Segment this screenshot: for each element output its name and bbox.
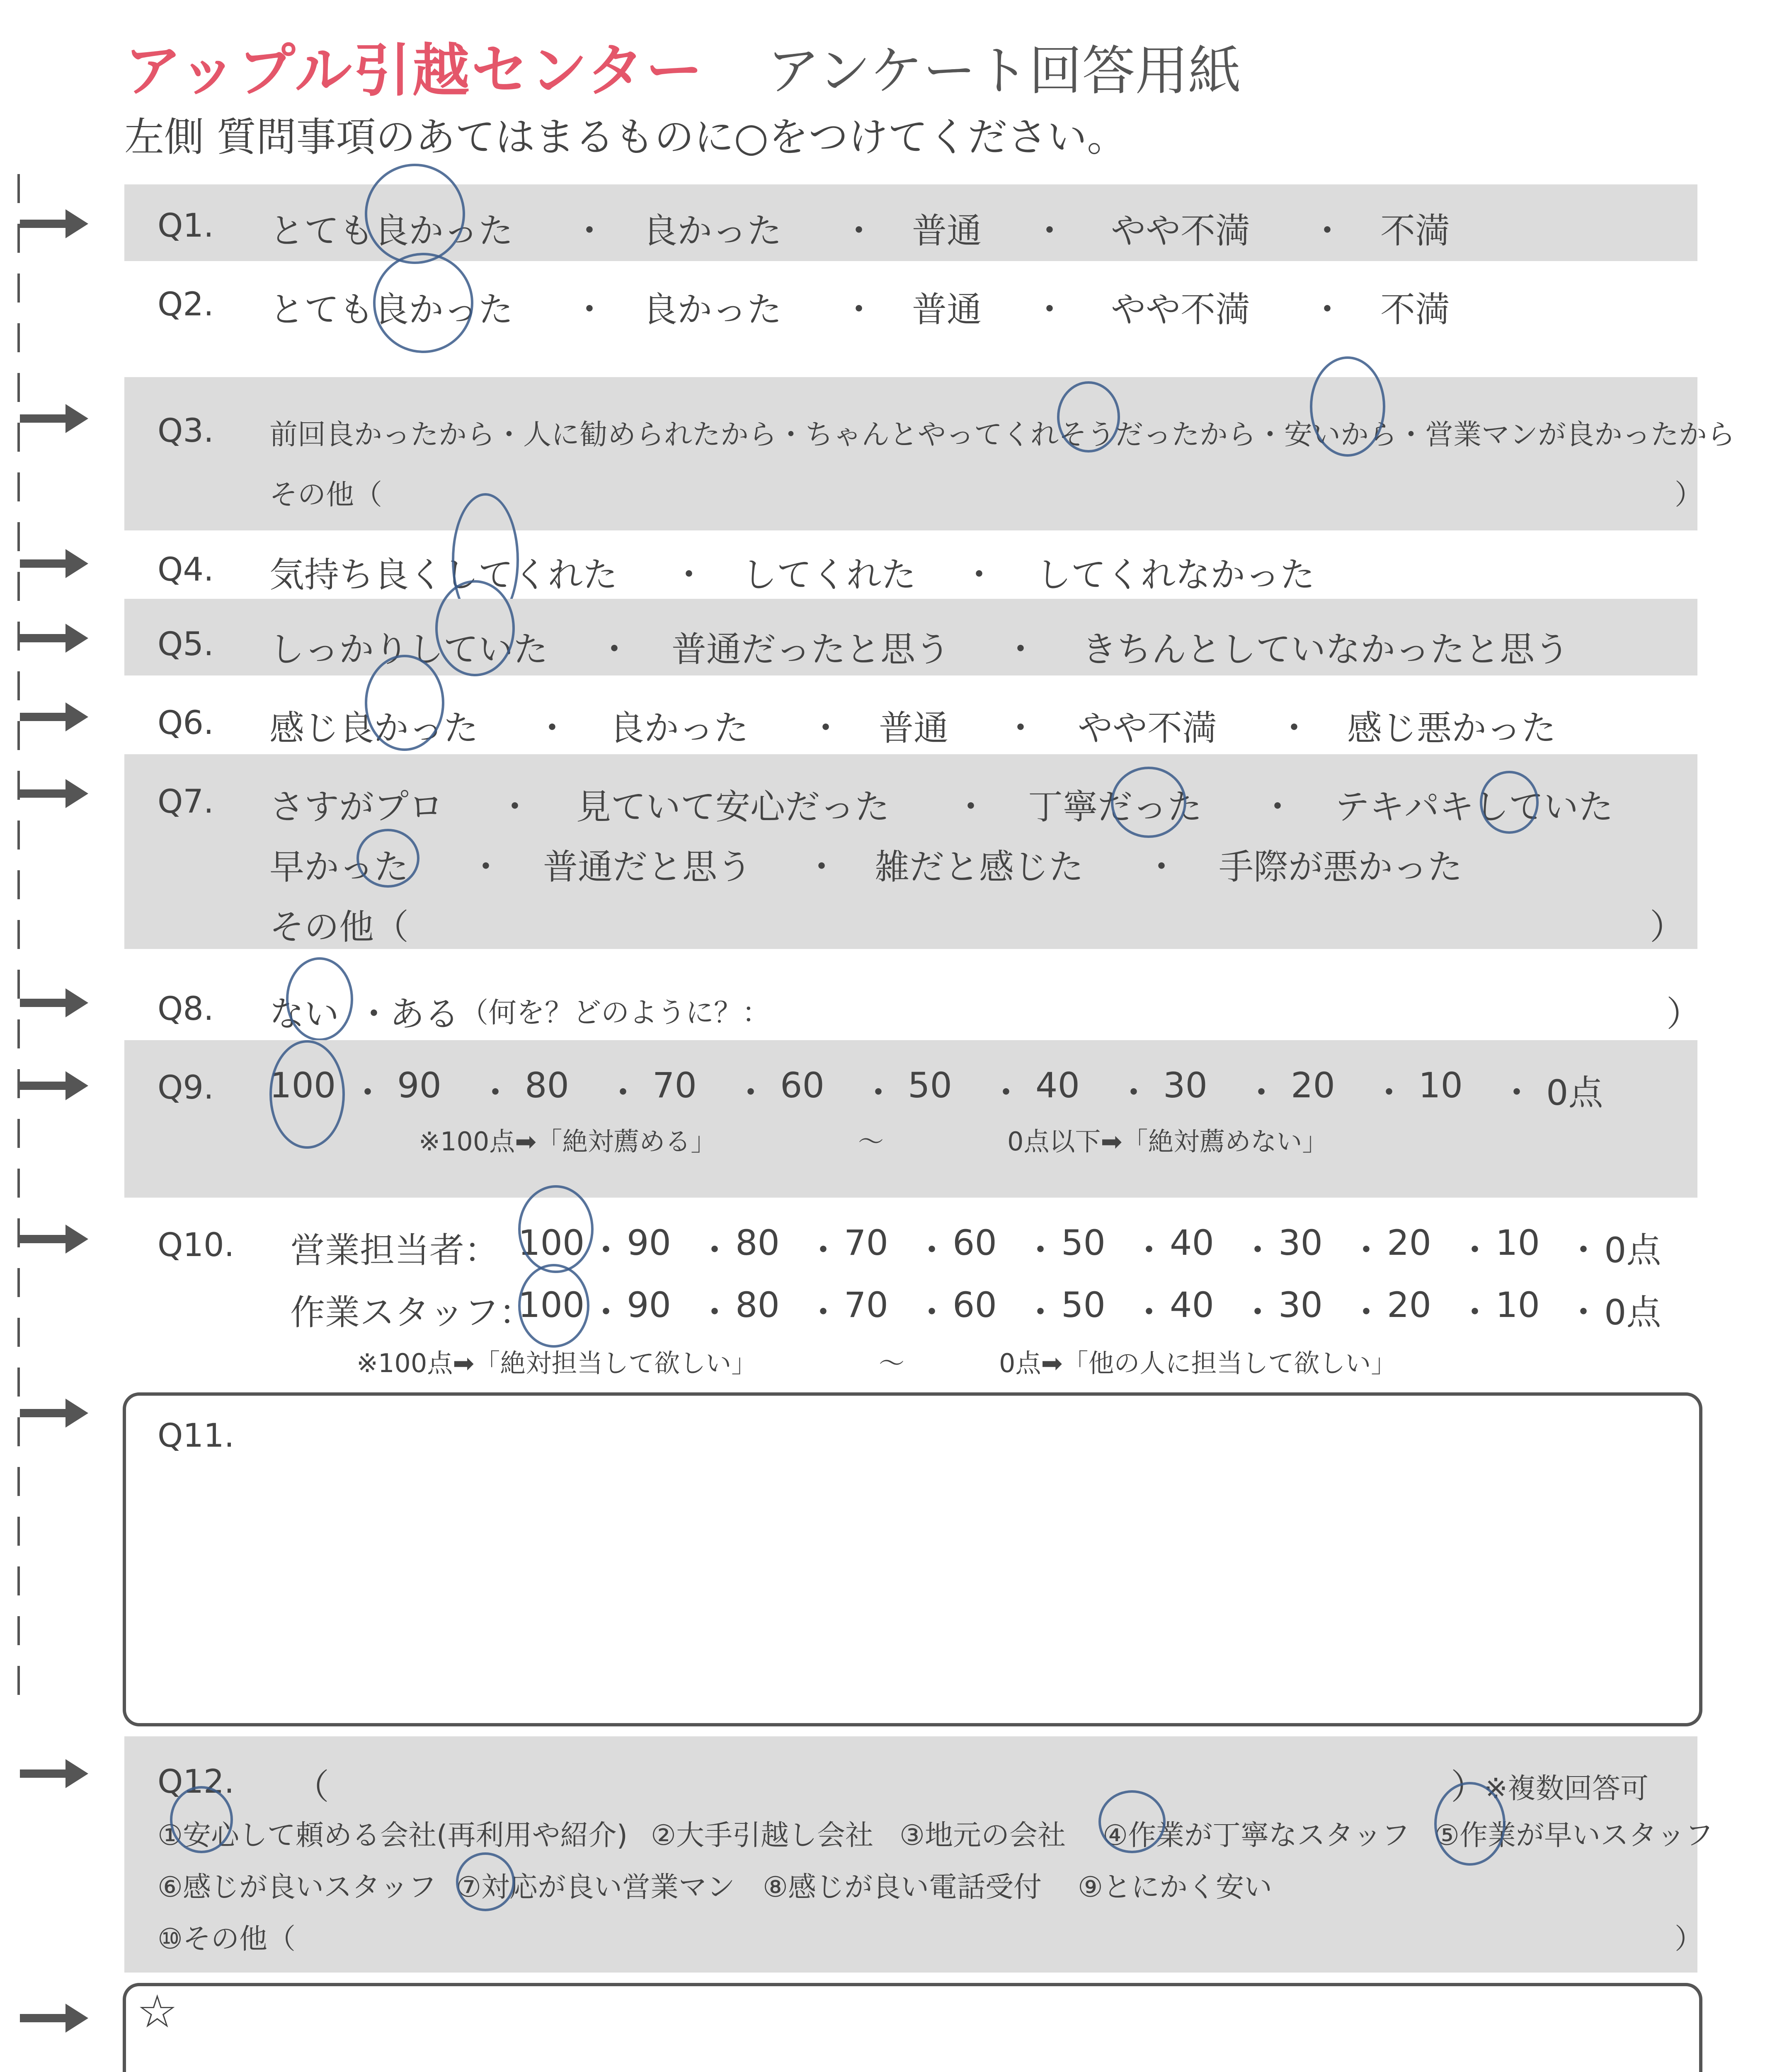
arrow-icon xyxy=(20,777,90,810)
q12-label: Q12. xyxy=(158,1763,235,1801)
arrow-icon xyxy=(20,1397,90,1430)
score-option[interactable]: 10 xyxy=(1418,1065,1463,1106)
score-option[interactable]: 70 xyxy=(844,1222,888,1263)
q8-option-aru[interactable]: ある xyxy=(390,994,460,1034)
score-option[interactable]: 40 xyxy=(1170,1222,1214,1263)
q4-option[interactable]: してくれた xyxy=(742,554,916,595)
q3-label: Q3. xyxy=(158,412,214,450)
answer-circle-mark xyxy=(170,1786,233,1853)
q10-label: Q10. xyxy=(158,1227,235,1264)
separator-dot: ・ xyxy=(589,1292,624,1333)
q7-other[interactable]: その他（ xyxy=(269,907,409,947)
score-option[interactable]: 100 xyxy=(518,1285,585,1325)
q1-option[interactable]: 良かった xyxy=(642,211,782,251)
q12-option[interactable]: ③地元の会社 xyxy=(899,1819,1066,1852)
q11-label: Q11. xyxy=(158,1417,235,1455)
score-option[interactable]: 70 xyxy=(844,1285,888,1325)
separator-dot: ・ xyxy=(1566,1292,1601,1333)
q12-option[interactable]: ④作業が丁寧なスタッフ xyxy=(1103,1819,1410,1852)
q12-multi-note: ※複数回答可 xyxy=(1484,1772,1649,1805)
q3-other[interactable]: その他（ xyxy=(269,479,383,511)
free-comment-box[interactable] xyxy=(123,1983,1702,2072)
q9-label: Q9. xyxy=(158,1069,214,1106)
q5-label: Q5. xyxy=(158,626,214,663)
separator-dot: ・ xyxy=(1457,1230,1493,1271)
separator-dot: ・ xyxy=(1023,1292,1058,1333)
q8-option-nai[interactable]: ない xyxy=(269,994,339,1034)
score-option[interactable]: 20 xyxy=(1291,1065,1335,1106)
score-option[interactable]: 10 xyxy=(1496,1222,1540,1263)
arrow-icon xyxy=(20,1757,90,1790)
separator-dot: ・ xyxy=(697,1292,732,1333)
arrow-icon xyxy=(20,402,90,435)
q2-option[interactable]: 普通 xyxy=(912,289,982,330)
score-option[interactable]: 40 xyxy=(1170,1285,1214,1325)
separator-dot: ・ xyxy=(914,1292,950,1333)
answer-circle-mark xyxy=(365,164,465,264)
score-option[interactable]: 90 xyxy=(627,1285,671,1325)
separator-dot: ・ xyxy=(1116,1072,1152,1113)
score-option[interactable]: 60 xyxy=(953,1222,997,1263)
q9-note-left: ※100点➡「絶対薦める」 xyxy=(419,1126,717,1157)
q12-option[interactable]: ⑥感じが良いスタッフ xyxy=(158,1871,436,1904)
separator-dot: ・ xyxy=(989,1072,1024,1113)
answer-circle-mark xyxy=(286,957,353,1041)
score-option[interactable]: 90 xyxy=(627,1222,671,1263)
q9-band xyxy=(124,1040,1697,1198)
score-option[interactable]: 50 xyxy=(1061,1222,1106,1263)
answer-circle-mark xyxy=(1111,767,1186,838)
form-title: アンケート回答用紙 xyxy=(767,40,1241,102)
arrow-icon xyxy=(20,2002,90,2035)
q7-option[interactable]: 見ていて安心だった xyxy=(576,787,890,827)
separator-dot: ・ xyxy=(733,1072,769,1113)
q3-options[interactable]: 前回良かったから・人に勧められたから・ちゃんとやってくれそうだったから・安いから・営業マンが良かったから xyxy=(269,419,1736,451)
arrow-icon xyxy=(20,700,90,733)
arrow-icon xyxy=(20,622,90,655)
q8-detail[interactable]: （何を？どのように？： xyxy=(460,997,771,1029)
q6-option[interactable]: 良かった xyxy=(609,708,749,748)
q6-option[interactable]: 感じ良かった xyxy=(269,708,479,748)
score-option[interactable]: 100 xyxy=(269,1065,336,1106)
arrow-icon xyxy=(20,547,90,580)
q7-option[interactable]: 普通だと思う xyxy=(543,847,752,887)
q10-note-right: 0点➡「他の人に担当して欲しい」 xyxy=(999,1348,1397,1378)
q6-option[interactable]: やや不満 xyxy=(1078,708,1217,748)
q4-label: Q4. xyxy=(158,551,214,588)
score-option[interactable]: 80 xyxy=(735,1285,780,1325)
score-option[interactable]: 0点 xyxy=(1604,1292,1661,1333)
arrow-icon xyxy=(20,207,90,240)
q4-option[interactable]: してくれなかった xyxy=(1036,554,1315,595)
separator-dot: ・ xyxy=(1349,1292,1384,1333)
score-option[interactable]: 0点 xyxy=(1546,1072,1603,1113)
score-option[interactable]: 90 xyxy=(397,1065,441,1106)
q12-option[interactable]: ⑩その他（ xyxy=(158,1923,296,1956)
answer-circle-mark xyxy=(435,580,515,676)
brand-title: アップル引越センター xyxy=(124,37,705,104)
answer-circle-mark xyxy=(518,1264,589,1348)
q6-option[interactable]: 感じ悪かった xyxy=(1347,708,1557,748)
score-option[interactable]: 30 xyxy=(1278,1285,1323,1325)
q2-option[interactable]: 良かった xyxy=(642,289,782,330)
q1-option[interactable]: 普通 xyxy=(912,211,982,251)
score-option[interactable]: 60 xyxy=(780,1065,824,1106)
separator-dot: ・ xyxy=(1240,1292,1275,1333)
q9-note-right: 0点以下➡「絶対薦めない」 xyxy=(1007,1126,1328,1157)
score-option[interactable]: 80 xyxy=(525,1065,569,1106)
q1-option[interactable]: やや不満 xyxy=(1111,211,1251,251)
arrow-icon xyxy=(20,1069,90,1102)
score-option[interactable]: 30 xyxy=(1278,1222,1323,1263)
q6-option[interactable]: 普通 xyxy=(879,708,949,748)
separator-dot: ・ xyxy=(1457,1292,1493,1333)
score-option[interactable]: 30 xyxy=(1163,1065,1207,1106)
q12-option[interactable]: ⑧感じが良い電話受付 xyxy=(763,1871,1042,1904)
separator-dot: ・ xyxy=(1023,1230,1058,1271)
q12-option[interactable]: ⑤作業が早いスタッフ xyxy=(1434,1819,1713,1852)
q7-option[interactable]: 丁寧だった xyxy=(1028,787,1203,827)
answer-circle-mark xyxy=(269,1040,345,1149)
q12-option[interactable]: ⑦対応が良い営業マン xyxy=(456,1871,735,1904)
score-option[interactable]: 50 xyxy=(908,1065,952,1106)
separator-dot: ・ xyxy=(606,1072,641,1113)
q7-option[interactable]: 手際が悪かった xyxy=(1219,847,1463,887)
separator-dot: ・ xyxy=(1132,1292,1167,1333)
q12-option[interactable]: ⑨とにかく安い xyxy=(1078,1871,1272,1904)
q7-label: Q7. xyxy=(158,783,214,821)
score-option[interactable]: 60 xyxy=(953,1285,997,1325)
answer-circle-mark xyxy=(1310,356,1385,457)
arrow-icon xyxy=(20,986,90,1019)
answer-circle-mark xyxy=(373,253,473,353)
separator-dot: ・ xyxy=(350,1072,385,1113)
q2-option[interactable]: とても良かった xyxy=(269,289,514,330)
score-option[interactable]: 0点 xyxy=(1604,1230,1661,1271)
arrow-icon xyxy=(20,1222,90,1256)
q7-option[interactable]: さすがプロ xyxy=(269,787,444,827)
separator-dot: ・ xyxy=(806,1230,841,1271)
q12-option[interactable]: ②大手引越し会社 xyxy=(651,1819,873,1852)
separator-dot: ・ xyxy=(914,1230,950,1271)
q2-option[interactable]: 不満 xyxy=(1380,289,1450,330)
separator-dot: ・ xyxy=(1566,1230,1601,1271)
separator-dot: ・ xyxy=(697,1230,732,1271)
answer-circle-mark xyxy=(1480,771,1539,834)
score-option[interactable]: 20 xyxy=(1387,1285,1431,1325)
separator-dot: ・ xyxy=(589,1230,624,1271)
q1-option[interactable]: とても良かった xyxy=(269,211,514,251)
q12-option[interactable]: ①安心して頼める会社(再利用や紹介) xyxy=(158,1819,628,1852)
separator-dot: ・ xyxy=(1240,1230,1275,1271)
q5-option[interactable]: きちんとしていなかったと思う xyxy=(1082,629,1570,670)
q1-option[interactable]: 不満 xyxy=(1380,211,1450,251)
score-option[interactable]: 20 xyxy=(1387,1222,1431,1263)
q10-note-left: ※100点➡「絶対担当して欲しい」 xyxy=(356,1348,757,1378)
separator-dot: ・ xyxy=(1499,1072,1535,1113)
q6-label: Q6. xyxy=(158,704,214,742)
q7-option[interactable]: テキパキしていた xyxy=(1335,787,1614,827)
answer-circle-mark xyxy=(1098,1790,1166,1853)
separator-dot: ・ xyxy=(806,1292,841,1333)
q1-label: Q1. xyxy=(158,207,214,244)
q5-option[interactable]: しっかりしていた xyxy=(269,629,548,670)
separator-dot: ・ xyxy=(1132,1230,1167,1271)
q11-comment-box[interactable] xyxy=(123,1392,1702,1726)
score-option[interactable]: 10 xyxy=(1496,1285,1540,1325)
answer-circle-mark xyxy=(1057,381,1120,453)
q10-sales-label: 営業担当者： xyxy=(290,1230,499,1271)
score-option[interactable]: 70 xyxy=(652,1065,697,1106)
separator-dot: ・ xyxy=(1372,1072,1407,1113)
q4-option[interactable]: 気持ち良くしてくれた xyxy=(269,554,618,595)
q2-label: Q2. xyxy=(158,286,214,323)
answer-circle-mark xyxy=(518,1185,594,1273)
score-option[interactable]: 100 xyxy=(518,1222,585,1263)
q10-staff-label: 作業スタッフ： xyxy=(290,1292,534,1333)
score-option[interactable]: 40 xyxy=(1035,1065,1080,1106)
q8-label: Q8. xyxy=(158,990,214,1028)
answer-circle-mark xyxy=(365,655,444,751)
separator-dot: ・ xyxy=(861,1072,896,1113)
answer-circle-mark xyxy=(356,829,419,888)
q5-option[interactable]: 普通だったと思う xyxy=(672,629,950,670)
score-option[interactable]: 80 xyxy=(735,1222,780,1263)
score-option[interactable]: 50 xyxy=(1061,1285,1106,1325)
q7-option[interactable]: 雑だと感じた xyxy=(875,847,1084,887)
separator-dot: ・ xyxy=(1349,1230,1384,1271)
star-icon: ☆ xyxy=(137,1985,178,2038)
separator-dot: ・ xyxy=(1244,1072,1279,1113)
answer-circle-mark xyxy=(456,1852,515,1911)
instruction-text: 左側 質問事項のあてはまるものに○をつけてください。 xyxy=(124,114,1127,160)
separator-dot: ・ xyxy=(478,1072,513,1113)
q2-option[interactable]: やや不満 xyxy=(1111,289,1251,330)
answer-circle-mark xyxy=(1434,1782,1506,1866)
q7-option[interactable]: 早かった xyxy=(269,847,409,887)
